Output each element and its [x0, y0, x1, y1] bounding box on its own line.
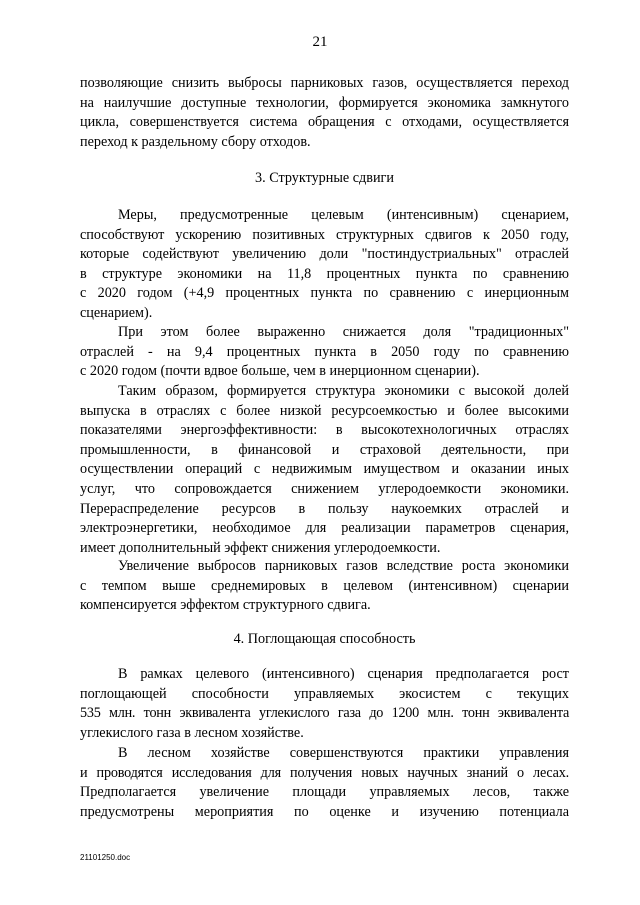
text-line: Перераспределение ресурсов в пользу наукоемких отраслей и — [80, 500, 569, 517]
text-line: При этом более выраженно снижается доля "традиционных" — [118, 324, 569, 340]
section3-paragraph-3 — [80, 382, 569, 558]
text-line: имеет дополнительный эффект снижения углеродоемкости. — [80, 539, 441, 556]
section3-paragraph-4 — [80, 557, 569, 616]
text-line: и проводятся исследования для получения новых научных знаний о лесах. — [80, 764, 569, 781]
section3-paragraph-1 — [80, 206, 569, 324]
text-line: электроэнергетики, необходимое для реализации параметров сценария, — [80, 520, 569, 537]
text-line: углекислого газа в лесном хозяйстве. — [80, 724, 304, 741]
text-line: Предполагается увеличение площади управляемых лесов, также — [80, 784, 569, 801]
text-line: позволяющие снизить выбросы парниковых газов, осуществляется переход — [80, 75, 569, 91]
document-filename: 21101250.doc — [80, 853, 131, 862]
text-line: осуществлении операций с недвижимым имуществом и оказании иных — [80, 461, 569, 478]
text-line: цикла, совершенствуется система обращения с отходами, осуществляется — [80, 114, 569, 131]
text-line: Таким образом, формируется структура экономики с высокой долей — [118, 383, 569, 399]
text-line: с 2020 годом (почти вдвое больше, чем в инерционном сценарии). — [80, 363, 480, 380]
page-number: 21 — [312, 34, 328, 50]
text-line: В рамках целевого (интенсивного) сценария предполагается рост — [118, 666, 569, 682]
text-line: показателями энергоэффективности: в высокотехнологичных отраслях — [80, 422, 569, 439]
text-line: переход к раздельному сбору отходов. — [80, 133, 311, 150]
text-line: на наилучшие доступные технологии, формируется экономика замкнутого — [80, 94, 569, 111]
section4-paragraph-1 — [80, 665, 569, 743]
text-line: с темпом выше среднемировых в целевом (интенсивном) сценарии — [80, 577, 569, 594]
intro-paragraph — [80, 74, 569, 152]
section-heading: 3. Структурные сдвиги — [255, 170, 394, 186]
section-heading: 4. Поглощающая способность — [233, 631, 416, 647]
text-line: способствуют ускорению позитивных структурных сдвигов к 2050 году, — [80, 226, 569, 243]
text-line: В лесном хозяйстве совершенствуются практики управления — [118, 745, 569, 761]
text-line: компенсируется эффектом структурного сдвига. — [80, 597, 371, 614]
text-line: отраслей - на 9,4 процентных пункта в 2050 году по сравнению — [80, 343, 569, 360]
text-line: сценарием). — [80, 304, 153, 321]
text-line: поглощающей способности управляемых экосистем с текущих — [80, 685, 569, 702]
section3-paragraph-2 — [80, 323, 569, 382]
text-line: 535 млн. тонн эквивалента углекислого газа до 1200 млн. тонн эквивалента — [80, 705, 569, 722]
text-line: услуг, что сопровождается снижением углеродоемкости экономики. — [80, 480, 569, 497]
text-line: предусмотрены мероприятия по оценке и изучению потенциала — [80, 803, 569, 820]
text-line: Меры, предусмотренные целевым (интенсивным) сценарием, — [118, 207, 569, 223]
text-line: которые содействуют увеличению доли "постиндустриальных" отраслей — [80, 246, 569, 263]
text-line: с 2020 годом (+4,9 процентных пункта по сравнению с инерционным — [80, 285, 569, 302]
text-line: Увеличение выбросов парниковых газов вследствие роста экономики — [118, 558, 569, 574]
text-line: промышленности, в финансовой и страховой деятельности, при — [80, 441, 569, 458]
text-line: выпуска в отраслях с более низкой ресурсоемкостью и более высокими — [80, 402, 569, 419]
section4-paragraph-2 — [80, 744, 569, 822]
text-line: в структуре экономики на 11,8 процентных пункта по сравнению — [80, 265, 569, 282]
